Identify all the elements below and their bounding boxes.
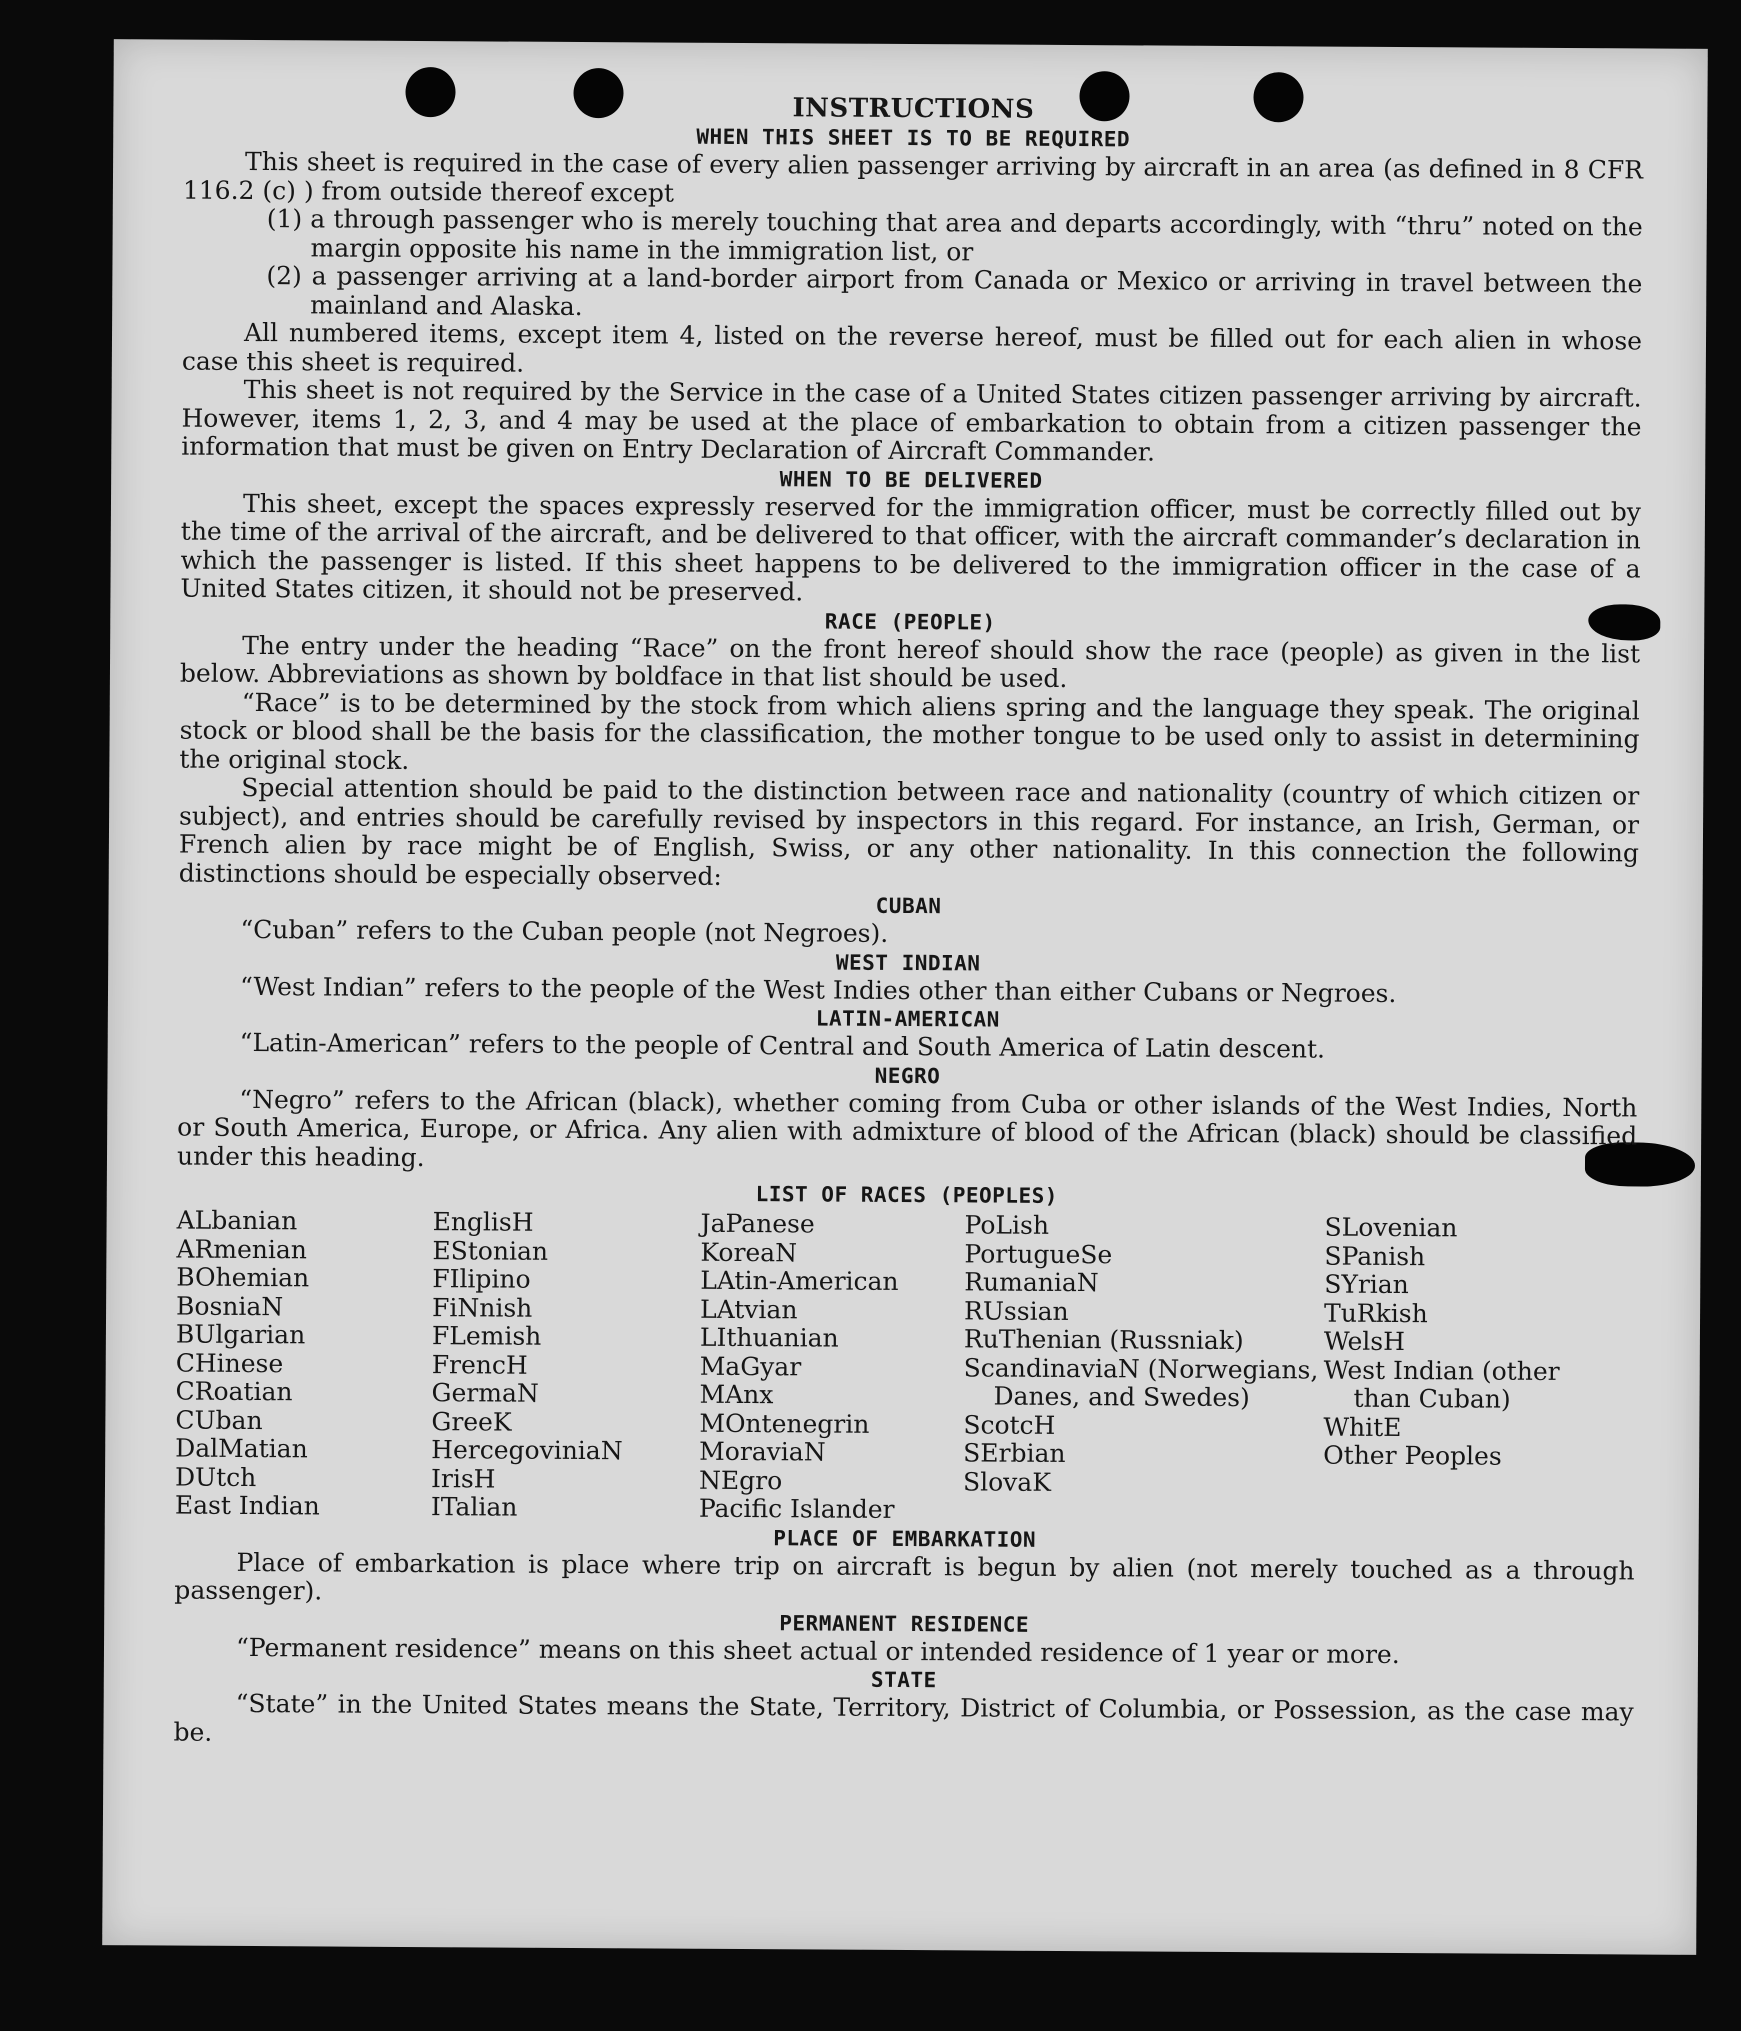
paragraph: “Negro” refers to the African (black), whether coming from Cuba or other islands of the West Indies, North or South America, Europe, or Africa. Any alien with admixture of blood of the African (black) should be classified under this heading. xyxy=(176,1084,1638,1172)
race-entry: MAnx xyxy=(699,1379,774,1410)
paragraph: Place of embarkation is place where trip on aircraft is begun by alien (not merely touched as a through passenger). xyxy=(174,1547,1635,1606)
section-heading: STATE xyxy=(870,1667,937,1693)
race-entry: FiNnish xyxy=(432,1292,533,1323)
race-entry: PoLish xyxy=(964,1210,1050,1240)
paragraph: This sheet is not required by the Service in the case of a United States citizen passenger arriving by aircraft. However, items 1, 2, 3, and 4 may be used at the place of embarkation to obtain from a citizen passenger the information that must be given on Entry Declaration of Aircraft Commander. xyxy=(181,374,1642,467)
section-heading: WHEN THIS SHEET IS TO BE REQUIRED xyxy=(696,124,1131,152)
races-column xyxy=(699,1210,965,1525)
race-entry: FrencH xyxy=(431,1349,528,1380)
race-entry: ScotcH xyxy=(963,1409,1056,1440)
section-heading: PLACE OF EMBARKATION xyxy=(773,1525,1037,1552)
race-entry: PortugueSe xyxy=(964,1238,1113,1269)
list-item: (2) a passenger arriving at a land-border airport from Canada or Mexico or arriving in travel between the mainland and Alaska. xyxy=(266,261,1643,321)
instructions-body xyxy=(173,90,1643,1756)
page-title: INSTRUCTIONS xyxy=(792,93,1035,125)
races-column xyxy=(963,1211,1325,1527)
section-heading: LATIN-AMERICAN xyxy=(815,1006,1000,1032)
race-entry: WhitE xyxy=(1323,1412,1402,1442)
race-entry: LAtin-American xyxy=(700,1265,899,1296)
race-entry: LIthuanian xyxy=(699,1322,839,1353)
section-heading: NEGRO xyxy=(874,1063,941,1088)
race-entry: RUssian xyxy=(963,1295,1069,1326)
section-heading: PERMANENT RESIDENCE xyxy=(779,1610,1030,1637)
paragraph: “Latin-American” refers to the people of Central and South America of Latin descent. xyxy=(239,1027,1326,1064)
race-entry: NEgro xyxy=(698,1465,783,1495)
race-entry: Other Peoples xyxy=(1323,1440,1502,1471)
race-entry: IrisH xyxy=(430,1463,496,1494)
race-entry: CRoatian xyxy=(175,1376,293,1407)
race-entry: GreeK xyxy=(431,1406,512,1437)
race-entry: FLemish xyxy=(431,1321,542,1351)
section-heading: CUBAN xyxy=(875,893,942,919)
race-entry: LAtvian xyxy=(700,1294,798,1324)
race-entry: SPanish xyxy=(1324,1241,1426,1271)
race-entry: JaPanese xyxy=(700,1208,815,1239)
race-entry: MaGyar xyxy=(699,1351,802,1381)
race-entry: FIlipino xyxy=(432,1264,531,1294)
race-entry: TuRkish xyxy=(1323,1298,1428,1328)
race-entry: DalMatian xyxy=(175,1433,308,1464)
race-entry: SYrian xyxy=(1324,1269,1409,1300)
section-heading: WEST INDIAN xyxy=(835,950,981,975)
paragraph: “Race” is to be determined by the stock from which aliens spring and the language they speak. The original stock or blood shall be the basis for the classification, the mother tongue to be used only to assist in determining the original stock. xyxy=(179,687,1640,775)
race-entry: SLovenian xyxy=(1324,1212,1458,1243)
paragraph: This sheet, except the spaces expressly reserved for the immigration officer, must be correctly filled out by the time of the arrival of the aircraft, and be delivered to that officer, with the aircraft commander’s declaration in which the passenger is listed. If this sheet happens to be delivered to the immigration officer in the case of a United States citizen, it should not be preserved. xyxy=(180,488,1642,607)
paragraph: This sheet is required in the case of every alien passenger arriving by aircraft in an area (as defined in 8 CFR 116.2 (c) ) from outside thereof except xyxy=(182,146,1644,208)
race-entry: CHinese xyxy=(175,1348,284,1378)
paragraph: “West Indian” refers to the people of the West Indies other than either Cubans or Negroes. xyxy=(239,971,1397,1008)
race-entry: RumaniaN xyxy=(964,1267,1099,1298)
paragraph: “Permanent residence” means on this sheet actual or intended residence of 1 year or more. xyxy=(235,1632,1400,1669)
race-entry: DUtch xyxy=(174,1462,257,1492)
list-item: (1) a through passenger who is merely touching that area and departs accordingly, with “thru” noted on the margin opposite his name in the immigration list, or xyxy=(266,204,1643,266)
race-entry: Pacific Islander xyxy=(698,1493,895,1524)
race-entry: EnglisH xyxy=(432,1207,534,1237)
race-entry: HercegoviniaN xyxy=(431,1435,623,1466)
race-entry: RuThenian (Russniak) xyxy=(963,1324,1244,1356)
paragraph: All numbered items, except item 4, listed on the reverse hereof, must be filled out for each alien in whose case this sheet is required. xyxy=(181,317,1643,378)
races-column xyxy=(1323,1214,1625,1529)
document-page xyxy=(102,39,1708,1955)
race-entry: MoraviaN xyxy=(699,1436,826,1467)
race-entry: ITalian xyxy=(430,1492,518,1522)
race-entry: SErbian xyxy=(963,1438,1066,1468)
race-entry: WelsH xyxy=(1323,1326,1406,1357)
race-entry: ARmenian xyxy=(176,1234,308,1264)
paragraph: “Cuban” refers to the Cuban people (not Negroes). xyxy=(240,914,889,948)
races-column xyxy=(431,1208,701,1523)
section-heading: WHEN TO BE DELIVERED xyxy=(779,466,1043,493)
races-column xyxy=(175,1207,433,1522)
race-entry: BUlgarian xyxy=(175,1319,306,1350)
races-heading: LIST OF RACES (PEOPLES) xyxy=(755,1182,1059,1208)
race-entry: SlovaK xyxy=(962,1466,1052,1497)
races-list xyxy=(175,1207,1637,1529)
paragraph: Special attention should be paid to the distinction between race and nationality (country of which citizen or subject), and entries should be carefully revised by inspectors in this regard. For instance, an Irish, German, or French alien by race might be of English, Swiss, or any other nationality. In this connection the following distinctions should be especially observed: xyxy=(178,772,1640,891)
race-entry: ALbanian xyxy=(176,1205,298,1236)
race-entry: West Indian (other than Cuban) xyxy=(1323,1355,1560,1414)
race-entry: BosniaN xyxy=(176,1291,284,1321)
paragraph: “State” in the United States means the State, Territory, District of Columbia, or Possession, as the case may be. xyxy=(173,1688,1634,1747)
race-entry: CUban xyxy=(175,1405,263,1435)
race-entry: East Indian xyxy=(174,1490,320,1521)
race-entry: KoreaN xyxy=(700,1237,798,1267)
race-entry: BOhemian xyxy=(176,1262,310,1293)
paragraph: The entry under the heading “Race” on the front hereof should show the race (people) as given in the list below. Abbreviations as shown by boldface in that list should be used. xyxy=(179,630,1641,693)
race-entry: ScandinaviaN (Norwegians, Danes, and Swedes) xyxy=(963,1352,1319,1413)
race-entry: MOntenegrin xyxy=(699,1408,870,1439)
race-entry: EStonian xyxy=(432,1235,549,1266)
race-entry: GermaN xyxy=(431,1378,539,1408)
section-heading: RACE (PEOPLE) xyxy=(824,609,996,635)
